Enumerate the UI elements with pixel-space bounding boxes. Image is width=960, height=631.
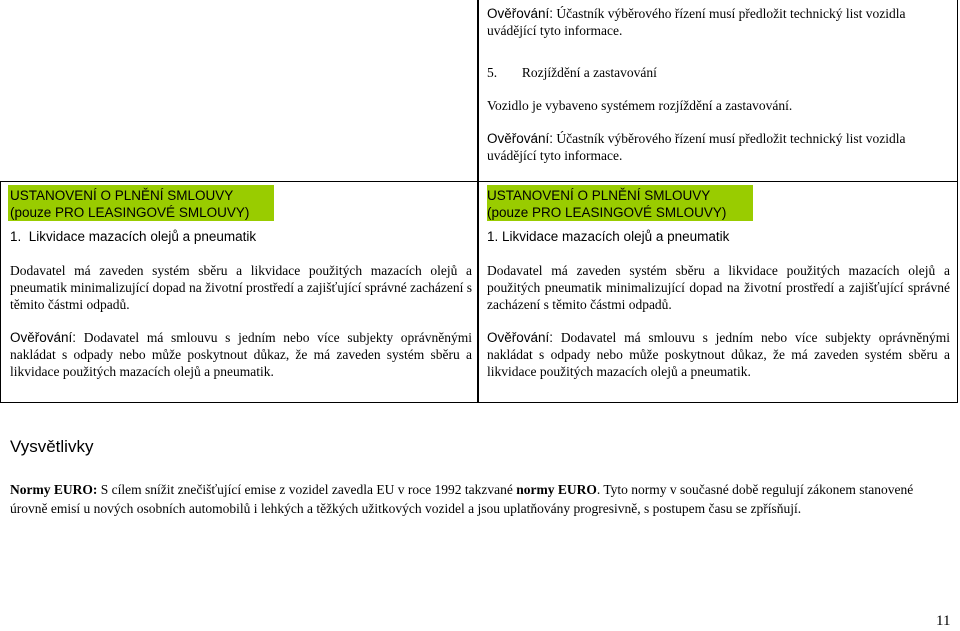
verification-label: Ověřování: — [487, 330, 554, 345]
right-header-line-1: USTANOVENÍ O PLNĚNÍ SMLOUVY — [487, 188, 711, 203]
table-left-border — [0, 181, 1, 403]
term-euro-norms: Normy EURO: — [10, 482, 98, 497]
vehicle-statement: Vozidlo je vybaveno systémem rozjíždění a zastavování. — [487, 98, 793, 113]
table-middle-border — [477, 181, 479, 403]
left-header-line-1: USTANOVENÍ O PLNĚNÍ SMLOUVY — [10, 188, 234, 203]
verification-paragraph-1 — [487, 5, 949, 39]
section-title: Rozjíždění a zastavování — [521, 65, 657, 80]
right-contract-header — [487, 187, 787, 221]
explanation-text-2: . Tyto normy v současné době regulují zákonem stanovené úrovně emisí u nových osobních automobilů i lehkých a těžkých užitkových vozidel a jsou uplatňovány progresivně, s postupem času se zpřísňují. — [10, 482, 914, 516]
verification-text: Dodavatel má smlouvu s jedním nebo více subjekty oprávněnými nakládat s odpady nebo může poskytnout důkaz, že má zaveden systém sběru a likvidace použitých mazacích olejů a pneumatik. — [487, 330, 950, 379]
right-paragraph-1: Dodavatel má zaveden systém sběru a likvidace použitých mazacích olejů a použitých pneumatik minimalizující dopad na životní prostředí a zajišťující správné zacházení s těmito částmi odpadů. — [487, 263, 950, 312]
explanations-heading: Vysvětlivky — [10, 437, 94, 456]
verification-label: Ověřování: — [10, 330, 77, 345]
explanation-text-1: S cílem snížit znečišťující emise z vozidel zavedla EU v roce 1992 takzvané — [97, 482, 517, 497]
verification-text: Dodavatel má smlouvu s jedním nebo více subjekty oprávněnými nakládat s odpady nebo může poskytnout důkaz, že má zaveden systém sběru a likvidace použitých mazacích olejů a pneumatik. — [10, 330, 472, 379]
left-paragraph-1: Dodavatel má zaveden systém sběru a likvidace použitých mazacích olejů a pneumatik minimalizující dopad na životní prostředí a zajišťující správné zacházení s těmito částmi odpadů. — [10, 263, 472, 312]
page-number: 11 — [936, 613, 951, 629]
verification-paragraph-2 — [487, 130, 949, 164]
table-right-border — [957, 181, 958, 403]
verification-text: Účastník výběrového řízení musí předložit technický list vozidla uvádějící tyto informace. — [487, 6, 906, 38]
table-top-border — [477, 0, 479, 182]
right-header-line-2: (pouze PRO LEASINGOVÉ SMLOUVY) — [487, 205, 727, 220]
left-verification-paragraph — [10, 329, 472, 380]
right-verification-paragraph — [487, 329, 950, 380]
right-item-title: 1. Likvidace mazacích olejů a pneumatik — [487, 229, 730, 244]
left-contract-header — [10, 187, 310, 221]
table-bottom-border — [0, 402, 958, 403]
term-euro-norms-inline: normy EURO — [516, 482, 597, 497]
section-heading — [487, 64, 949, 81]
section-number: 5. — [487, 65, 498, 80]
table-row-divider — [0, 181, 958, 182]
verification-label: Ověřování: — [487, 131, 554, 146]
verification-text: Účastník výběrového řízení musí předložit technický list vozidla uvádějící tyto informace. — [487, 131, 906, 163]
left-item-title: 1. Likvidace mazacích olejů a pneumatik — [10, 229, 257, 244]
explanations-paragraph — [10, 480, 952, 518]
verification-label: Ověřování: — [487, 6, 554, 21]
left-header-line-2: (pouze PRO LEASINGOVÉ SMLOUVY) — [10, 205, 250, 220]
table-right-border-top — [957, 0, 958, 182]
